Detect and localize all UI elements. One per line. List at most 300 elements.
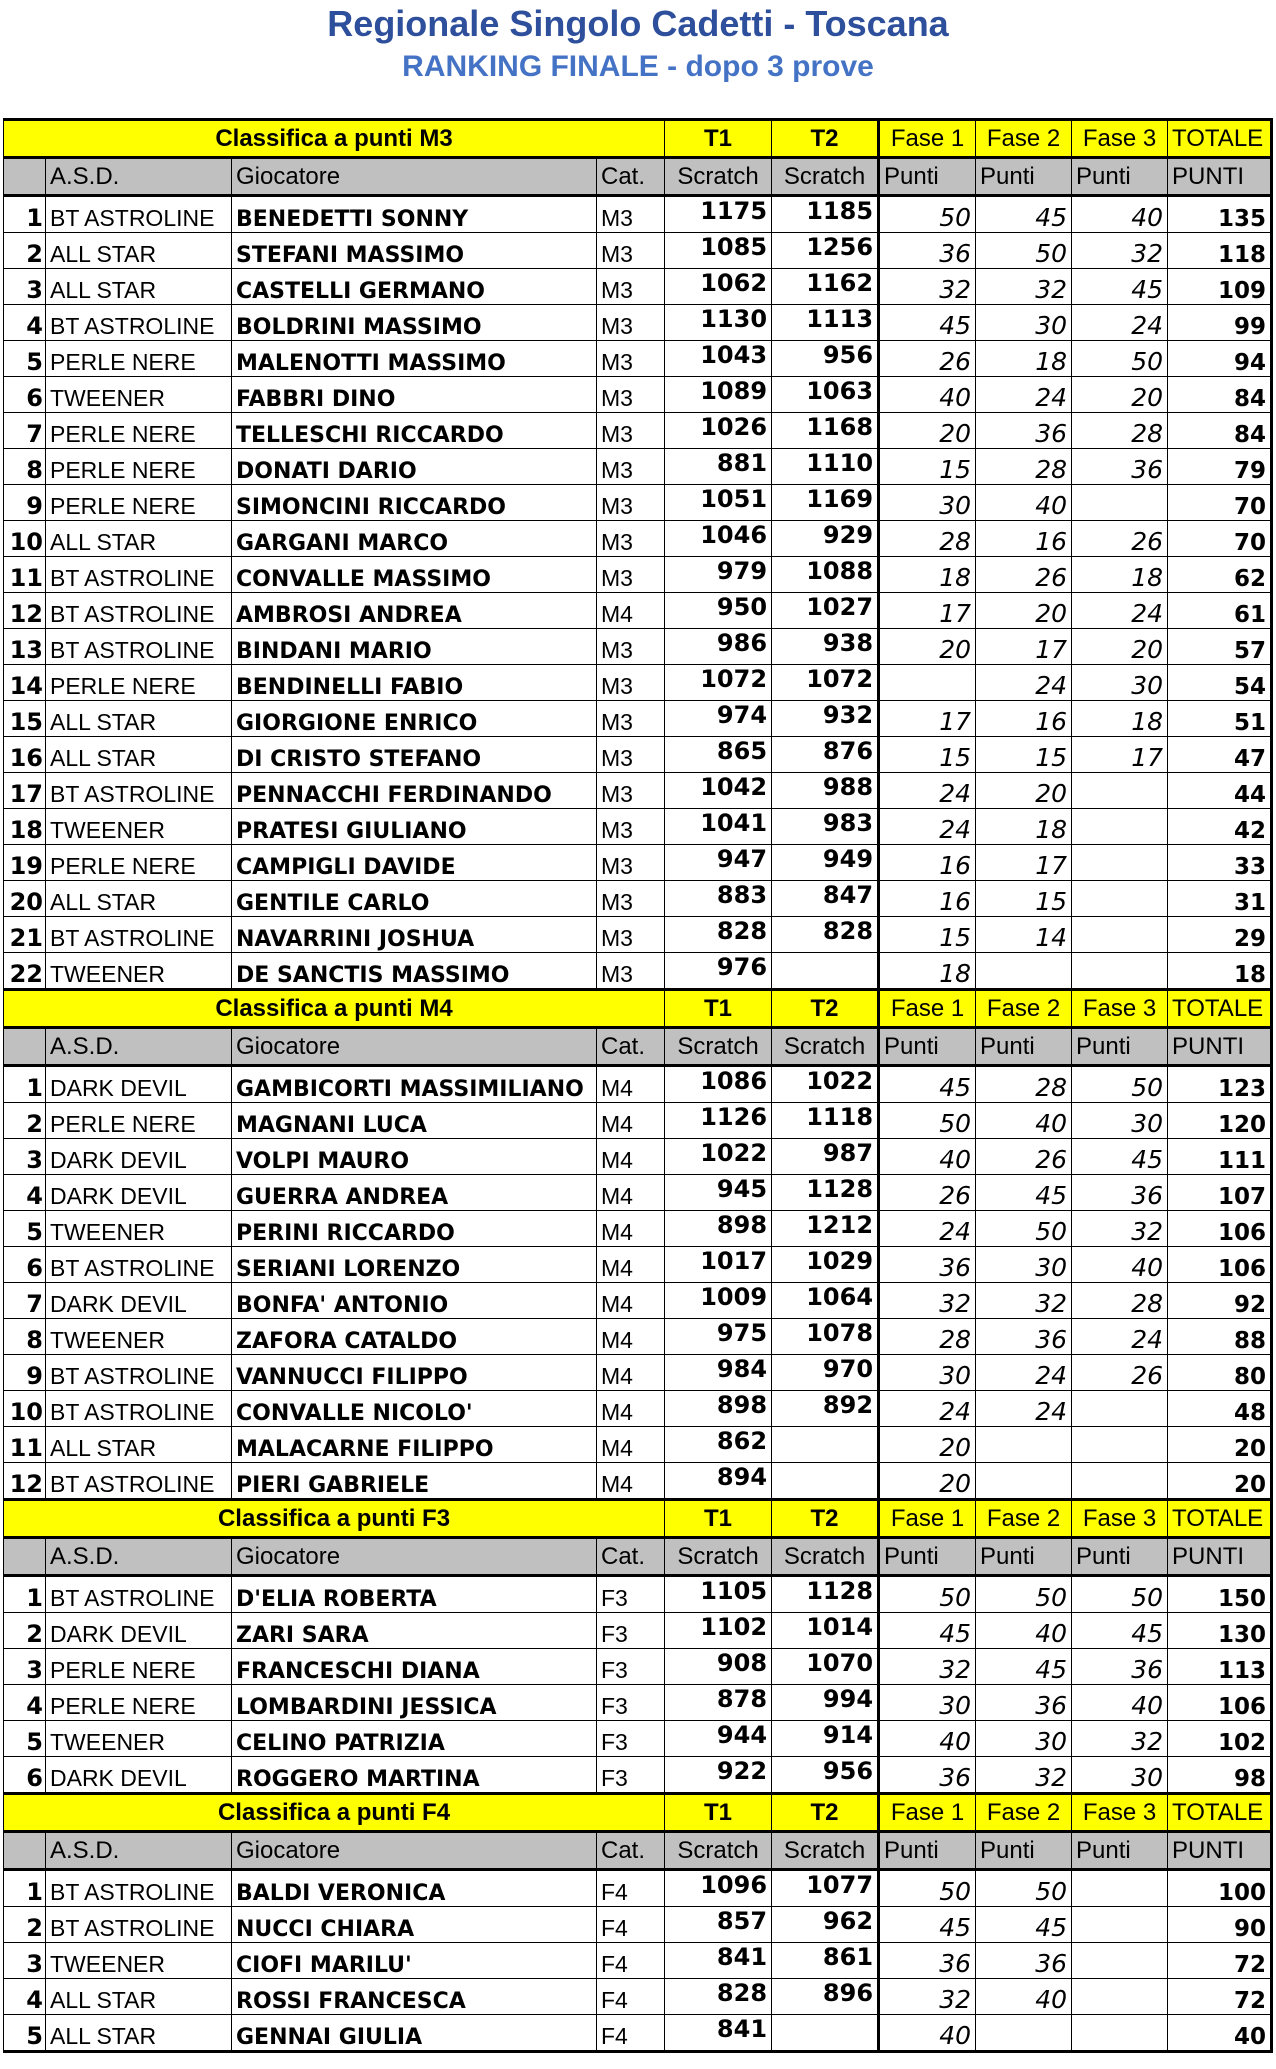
rank-cell: 7 [4,413,46,449]
total-points-cell: 44 [1168,773,1272,809]
total-points-cell: 20 [1168,1427,1272,1463]
category-cell: M3 [597,449,665,485]
category-cell: F3 [597,1576,665,1613]
category-cell: M3 [597,557,665,593]
t2-score-cell: 1077 [772,1870,879,1907]
fase2-points-cell: 28 [976,1066,1072,1103]
club-cell: ALL STAR [46,269,232,305]
scratch2-header: Scratch [772,1538,879,1576]
rank-cell: 3 [4,1649,46,1685]
fase1-points-cell: 50 [879,1870,976,1907]
category-cell: M4 [597,1066,665,1103]
fase1-points-cell: 18 [879,557,976,593]
punti-total-header: PUNTI [1168,1028,1272,1066]
fase3-points-cell: 45 [1072,1139,1168,1175]
total-points-cell: 106 [1168,1211,1272,1247]
fase1-points-cell: 26 [879,1175,976,1211]
club-cell: ALL STAR [46,233,232,269]
rank-cell: 9 [4,485,46,521]
fase3-points-cell [1072,1907,1168,1943]
t2-score-cell: 861 [772,1943,879,1979]
t2-header: T2 [772,990,879,1028]
fase1-points-cell: 28 [879,521,976,557]
table-row [4,1721,1272,1757]
cat-header: Cat. [597,1538,665,1576]
fase2-points-cell: 20 [976,593,1072,629]
total-points-cell: 29 [1168,917,1272,953]
table-row [4,629,1272,665]
club-cell: BT ASTROLINE [46,1247,232,1283]
player-cell: MALACARNE FILIPPO [232,1427,597,1463]
fase1-points-cell: 30 [879,485,976,521]
rank-cell: 18 [4,809,46,845]
rank-cell: 6 [4,1757,46,1794]
t2-score-cell: 988 [772,773,879,809]
t1-score-cell: 1086 [665,1066,772,1103]
table-row [4,1319,1272,1355]
category-cell: M4 [597,1103,665,1139]
fase1-points-cell: 36 [879,233,976,269]
punti1-header: Punti [879,158,976,196]
table-row [4,773,1272,809]
section-title: Classifica a punti M3 [4,120,665,158]
table-row [4,1355,1272,1391]
punti2-header: Punti [976,1028,1072,1066]
category-cell: F4 [597,2015,665,2052]
fase2-points-cell: 20 [976,773,1072,809]
category-cell: M4 [597,1139,665,1175]
table-row [4,809,1272,845]
fase1-points-cell: 20 [879,629,976,665]
punti1-header: Punti [879,1832,976,1870]
table-row [4,449,1272,485]
club-cell: DARK DEVIL [46,1613,232,1649]
t1-score-cell: 976 [665,953,772,990]
column-header-row [4,1028,1272,1066]
fase3-points-cell [1072,485,1168,521]
rank-cell: 2 [4,1907,46,1943]
club-cell: TWEENER [46,1721,232,1757]
fase2-points-cell: 30 [976,305,1072,341]
t1-score-cell: 947 [665,845,772,881]
total-points-cell: 54 [1168,665,1272,701]
club-cell: BT ASTROLINE [46,773,232,809]
total-points-cell: 84 [1168,413,1272,449]
fase1-points-cell: 50 [879,1103,976,1139]
fase2-points-cell: 50 [976,1870,1072,1907]
category-cell: M4 [597,1427,665,1463]
table-row [4,413,1272,449]
fase1-points-cell: 20 [879,413,976,449]
t2-score-cell: 1078 [772,1319,879,1355]
fase1-points-cell: 24 [879,809,976,845]
table-row [4,1463,1272,1500]
player-cell: DI CRISTO STEFANO [232,737,597,773]
fase2-points-cell: 18 [976,809,1072,845]
club-cell: DARK DEVIL [46,1066,232,1103]
t2-score-cell: 896 [772,1979,879,2015]
table-row [4,1066,1272,1103]
fase1-points-cell: 40 [879,377,976,413]
t1-score-cell: 986 [665,629,772,665]
fase1-points-cell: 20 [879,1427,976,1463]
table-row [4,1685,1272,1721]
player-cell: TELLESCHI RICCARDO [232,413,597,449]
fase3-points-cell: 28 [1072,1283,1168,1319]
table-row [4,1391,1272,1427]
player-cell: MAGNANI LUCA [232,1103,597,1139]
table-row [4,521,1272,557]
fase2-points-cell: 18 [976,341,1072,377]
club-cell: BT ASTROLINE [46,1576,232,1613]
player-cell: CELINO PATRIZIA [232,1721,597,1757]
category-cell: M4 [597,1391,665,1427]
club-cell: BT ASTROLINE [46,1907,232,1943]
player-cell: GENNAI GIULIA [232,2015,597,2052]
total-points-cell: 57 [1168,629,1272,665]
fase1-points-cell: 17 [879,593,976,629]
total-points-cell: 99 [1168,305,1272,341]
total-points-cell: 109 [1168,269,1272,305]
t2-score-cell: 1168 [772,413,879,449]
table-row [4,1649,1272,1685]
scratch1-header: Scratch [665,1538,772,1576]
category-cell: M3 [597,953,665,990]
club-cell: BT ASTROLINE [46,557,232,593]
fase3-points-cell: 18 [1072,701,1168,737]
fase1-points-cell: 40 [879,1721,976,1757]
total-points-cell: 33 [1168,845,1272,881]
fase1-points-cell: 15 [879,737,976,773]
total-points-cell: 150 [1168,1576,1272,1613]
total-points-cell: 113 [1168,1649,1272,1685]
section-header-m3 [4,120,1272,158]
rank-cell: 16 [4,737,46,773]
club-cell: BT ASTROLINE [46,593,232,629]
player-cell: PENNACCHI FERDINANDO [232,773,597,809]
ranking-table [3,118,1273,2053]
table-row [4,341,1272,377]
t1-score-cell: 975 [665,1319,772,1355]
t1-score-cell: 1105 [665,1576,772,1613]
rank-cell: 7 [4,1283,46,1319]
t2-score-cell: 1070 [772,1649,879,1685]
giocatore-header: Giocatore [232,158,597,196]
category-cell: M3 [597,269,665,305]
table-row [4,1576,1272,1613]
fase3-points-cell [1072,1463,1168,1500]
t1-score-cell: 1085 [665,233,772,269]
total-points-cell: 120 [1168,1103,1272,1139]
fase1-points-cell: 40 [879,2015,976,2052]
rank-cell: 2 [4,233,46,269]
t2-score-cell [772,953,879,990]
fase3-header: Fase 3 [1072,990,1168,1028]
player-cell: ZARI SARA [232,1613,597,1649]
rank-cell: 1 [4,1576,46,1613]
club-cell: PERLE NERE [46,413,232,449]
t2-score-cell: 1118 [772,1103,879,1139]
fase1-points-cell: 36 [879,1943,976,1979]
fase1-points-cell: 24 [879,773,976,809]
total-points-cell: 106 [1168,1247,1272,1283]
rank-cell: 17 [4,773,46,809]
category-cell: M3 [597,196,665,233]
fase1-points-cell: 20 [879,1463,976,1500]
total-points-cell: 31 [1168,881,1272,917]
fase3-points-cell [1072,1870,1168,1907]
fase3-points-cell [1072,917,1168,953]
player-cell: CASTELLI GERMANO [232,269,597,305]
rank-cell: 10 [4,1391,46,1427]
fase3-points-cell [1072,845,1168,881]
club-cell: TWEENER [46,377,232,413]
t2-score-cell: 892 [772,1391,879,1427]
club-cell: BT ASTROLINE [46,917,232,953]
t2-score-cell [772,2015,879,2052]
player-cell: DONATI DARIO [232,449,597,485]
fase2-points-cell: 24 [976,377,1072,413]
category-cell: F3 [597,1613,665,1649]
punti2-header: Punti [976,1832,1072,1870]
fase2-points-cell [976,953,1072,990]
t1-score-cell: 881 [665,449,772,485]
club-cell: DARK DEVIL [46,1139,232,1175]
player-cell: FRANCESCHI DIANA [232,1649,597,1685]
table-row [4,1613,1272,1649]
player-cell: D'ELIA ROBERTA [232,1576,597,1613]
t1-score-cell: 1017 [665,1247,772,1283]
fase1-points-cell: 24 [879,1211,976,1247]
table-row [4,1139,1272,1175]
rank-header [4,158,46,196]
fase2-header: Fase 2 [976,1500,1072,1538]
t2-score-cell: 1169 [772,485,879,521]
club-cell: TWEENER [46,953,232,990]
rank-cell: 1 [4,1066,46,1103]
cat-header: Cat. [597,1832,665,1870]
club-cell: ALL STAR [46,737,232,773]
rank-header [4,1028,46,1066]
punti2-header: Punti [976,158,1072,196]
rank-cell: 4 [4,1175,46,1211]
total-points-cell: 72 [1168,1979,1272,2015]
fase1-points-cell: 32 [879,1979,976,2015]
player-cell: NAVARRINI JOSHUA [232,917,597,953]
table-row [4,665,1272,701]
player-cell: LOMBARDINI JESSICA [232,1685,597,1721]
table-row [4,1247,1272,1283]
table-row [4,377,1272,413]
t2-header: T2 [772,120,879,158]
fase3-points-cell: 26 [1072,521,1168,557]
t1-score-cell: 857 [665,1907,772,1943]
fase1-points-cell: 24 [879,1391,976,1427]
club-cell: BT ASTROLINE [46,629,232,665]
player-cell: MALENOTTI MASSIMO [232,341,597,377]
fase1-header: Fase 1 [879,1794,976,1832]
player-cell: STEFANI MASSIMO [232,233,597,269]
fase3-header: Fase 3 [1072,120,1168,158]
category-cell: M3 [597,629,665,665]
totale-header: TOTALE [1168,1794,1272,1832]
t1-score-cell: 1126 [665,1103,772,1139]
player-cell: DE SANCTIS MASSIMO [232,953,597,990]
fase2-points-cell: 24 [976,1355,1072,1391]
t2-score-cell: 938 [772,629,879,665]
club-cell: DARK DEVIL [46,1283,232,1319]
table-row [4,1283,1272,1319]
scratch2-header: Scratch [772,1028,879,1066]
t1-score-cell: 1046 [665,521,772,557]
table-row [4,1757,1272,1794]
player-cell: BOLDRINI MASSIMO [232,305,597,341]
player-cell: VANNUCCI FILIPPO [232,1355,597,1391]
t2-score-cell: 962 [772,1907,879,1943]
fase1-points-cell: 28 [879,1319,976,1355]
t1-score-cell: 862 [665,1427,772,1463]
player-cell: ROSSI FRANCESCA [232,1979,597,2015]
fase3-points-cell [1072,1391,1168,1427]
player-cell: GUERRA ANDREA [232,1175,597,1211]
t2-score-cell: 949 [772,845,879,881]
total-points-cell: 47 [1168,737,1272,773]
t1-score-cell: 944 [665,1721,772,1757]
section-header-f4 [4,1794,1272,1832]
fase3-points-cell: 36 [1072,1175,1168,1211]
fase1-points-cell: 45 [879,1613,976,1649]
fase1-points-cell: 16 [879,845,976,881]
rank-header [4,1832,46,1870]
table-row [4,881,1272,917]
punti-total-header: PUNTI [1168,1832,1272,1870]
fase2-points-cell: 40 [976,1979,1072,2015]
t2-score-cell [772,1427,879,1463]
giocatore-header: Giocatore [232,1028,597,1066]
t2-score-cell: 1088 [772,557,879,593]
rank-cell: 19 [4,845,46,881]
section-title: Classifica a punti M4 [4,990,665,1028]
section-title: Classifica a punti F3 [4,1500,665,1538]
scratch2-header: Scratch [772,158,879,196]
table-row [4,701,1272,737]
t1-score-cell: 950 [665,593,772,629]
t1-score-cell: 974 [665,701,772,737]
category-cell: M3 [597,701,665,737]
t1-score-cell: 841 [665,1943,772,1979]
asd-header: A.S.D. [46,1538,232,1576]
t1-score-cell: 1042 [665,773,772,809]
section-header-m4 [4,990,1272,1028]
rank-cell: 14 [4,665,46,701]
total-points-cell: 106 [1168,1685,1272,1721]
cat-header: Cat. [597,1028,665,1066]
total-points-cell: 135 [1168,196,1272,233]
table-row [4,1427,1272,1463]
fase3-points-cell: 36 [1072,449,1168,485]
rank-cell: 22 [4,953,46,990]
t1-score-cell: 878 [665,1685,772,1721]
fase2-points-cell: 17 [976,845,1072,881]
fase3-points-cell: 30 [1072,1757,1168,1794]
punti3-header: Punti [1072,158,1168,196]
t2-score-cell: 1064 [772,1283,879,1319]
fase2-points-cell: 40 [976,485,1072,521]
fase3-points-cell [1072,953,1168,990]
club-cell: PERLE NERE [46,665,232,701]
club-cell: BT ASTROLINE [46,1463,232,1500]
club-cell: ALL STAR [46,521,232,557]
fase2-points-cell: 30 [976,1247,1072,1283]
fase3-points-cell [1072,2015,1168,2052]
category-cell: F3 [597,1721,665,1757]
category-cell: M3 [597,665,665,701]
fase2-points-cell: 24 [976,1391,1072,1427]
t1-score-cell: 984 [665,1355,772,1391]
table-row [4,1870,1272,1907]
club-cell: PERLE NERE [46,1103,232,1139]
rank-cell: 3 [4,1943,46,1979]
fase2-points-cell: 45 [976,1907,1072,1943]
category-cell: M4 [597,1211,665,1247]
rank-cell: 6 [4,377,46,413]
fase1-points-cell: 26 [879,341,976,377]
category-cell: M4 [597,1175,665,1211]
fase1-points-cell: 30 [879,1355,976,1391]
table-row [4,305,1272,341]
t2-score-cell: 1113 [772,305,879,341]
total-points-cell: 92 [1168,1283,1272,1319]
fase1-points-cell: 45 [879,1066,976,1103]
rank-cell: 5 [4,1211,46,1247]
fase2-points-cell: 36 [976,1943,1072,1979]
t1-header: T1 [665,1500,772,1538]
table-row [4,2015,1272,2052]
fase3-header: Fase 3 [1072,1500,1168,1538]
fase2-header: Fase 2 [976,1794,1072,1832]
fase1-points-cell: 32 [879,1649,976,1685]
fase2-points-cell: 36 [976,1685,1072,1721]
club-cell: TWEENER [46,1319,232,1355]
fase1-points-cell: 45 [879,305,976,341]
total-points-cell: 80 [1168,1355,1272,1391]
category-cell: F3 [597,1649,665,1685]
player-cell: GIORGIONE ENRICO [232,701,597,737]
fase3-points-cell: 24 [1072,305,1168,341]
fase3-points-cell [1072,881,1168,917]
t1-header: T1 [665,120,772,158]
fase3-points-cell: 50 [1072,341,1168,377]
club-cell: ALL STAR [46,881,232,917]
punti2-header: Punti [976,1538,1072,1576]
fase3-points-cell: 18 [1072,557,1168,593]
total-points-cell: 94 [1168,341,1272,377]
fase2-points-cell: 50 [976,233,1072,269]
player-cell: BONFA' ANTONIO [232,1283,597,1319]
rank-cell: 21 [4,917,46,953]
fase2-points-cell: 24 [976,665,1072,701]
fase2-points-cell: 15 [976,881,1072,917]
total-points-cell: 62 [1168,557,1272,593]
t1-score-cell: 865 [665,737,772,773]
t2-score-cell: 1063 [772,377,879,413]
total-points-cell: 72 [1168,1943,1272,1979]
t1-score-cell: 898 [665,1391,772,1427]
fase2-points-cell: 50 [976,1211,1072,1247]
total-points-cell: 90 [1168,1907,1272,1943]
total-points-cell: 20 [1168,1463,1272,1500]
club-cell: PERLE NERE [46,341,232,377]
